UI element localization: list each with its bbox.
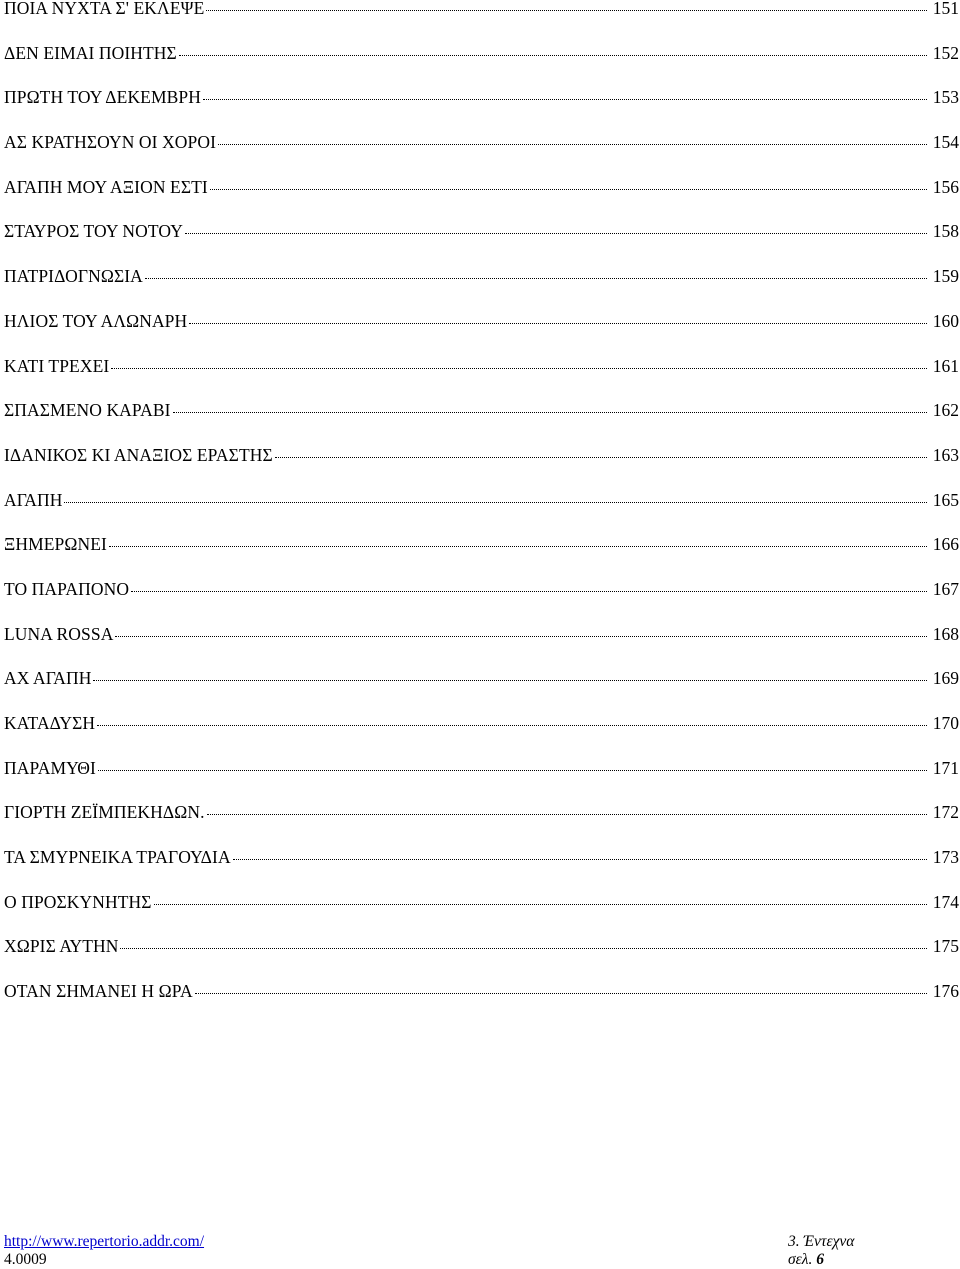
toc-entry-page: 170 (932, 713, 959, 733)
toc-entry-page: 152 (932, 42, 959, 63)
toc-entry-title: ΑΧ ΑΓΑΠΗ (4, 668, 92, 689)
toc-entry-title: ΣΠΑΣΜΕΝΟ ΚΑΡΑΒΙ (4, 400, 171, 421)
table-of-contents (4, 0, 959, 1028)
dot-leader (131, 591, 927, 592)
toc-entry-page: 166 (932, 534, 959, 555)
toc-entry[interactable] (4, 891, 959, 939)
toc-entry[interactable] (4, 402, 959, 447)
toc-entry-page: 162 (932, 400, 959, 421)
toc-entry-title: ΚΑΤΙ ΤΡΕΧΕΙ (4, 355, 110, 376)
toc-entry[interactable] (4, 89, 959, 134)
toc-entry[interactable] (4, 536, 959, 581)
dot-leader (109, 546, 927, 547)
footer-left (4, 1233, 204, 1269)
toc-entry[interactable] (4, 176, 959, 224)
dot-leader (206, 10, 927, 11)
toc-entry-title: LUNA ROSSA (4, 623, 114, 644)
dot-leader (195, 993, 927, 994)
page-indicator (788, 1251, 864, 1269)
toc-entry[interactable] (4, 983, 959, 1028)
dot-leader (64, 502, 927, 503)
toc-entry[interactable] (4, 849, 959, 894)
toc-entry-title: ΟΤΑΝ ΣΗΜΑΝΕΙ Η ΩΡΑ (4, 981, 193, 1002)
toc-entry[interactable] (4, 444, 959, 492)
footer-right (788, 1233, 864, 1269)
toc-entry-page: 173 (932, 847, 959, 868)
toc-entry-title: ΔΕΝ ΕΙΜΑΙ ΠΟΙΗΤΗΣ (4, 42, 177, 63)
toc-entry-page: 172 (932, 802, 959, 823)
toc-entry-page: 175 (932, 936, 959, 957)
toc-entry-page: 168 (932, 623, 959, 644)
toc-entry[interactable] (4, 804, 959, 849)
dot-leader (98, 770, 927, 771)
toc-entry-page: 158 (932, 221, 959, 242)
dot-leader (179, 55, 927, 56)
toc-entry[interactable] (4, 134, 959, 179)
toc-entry-page: 153 (932, 87, 959, 108)
dot-leader (185, 233, 927, 234)
toc-entry-title: ΠΑΤΡΙΔΟΓΝΩΣΙΑ (4, 266, 143, 287)
dot-leader (111, 368, 927, 369)
toc-entry-page: 163 (932, 444, 959, 465)
toc-entry[interactable] (4, 310, 959, 358)
toc-entry-page: 176 (932, 981, 959, 1002)
toc-entry-title: ΤΟ ΠΑΡΑΠΟΝΟ (4, 578, 130, 599)
toc-entry[interactable] (4, 715, 959, 760)
toc-entry-title: ΠΑΡΑΜΥΘΙ (4, 757, 96, 778)
page-number: 6 (816, 1250, 824, 1268)
dot-leader (154, 904, 927, 905)
toc-entry-title: ΓΙΟΡΤΗ ΖΕΪΜΠΕΚΗΔΩΝ. (4, 802, 205, 823)
dot-leader (97, 725, 927, 726)
toc-entry[interactable] (4, 578, 959, 626)
toc-entry[interactable] (4, 757, 959, 805)
toc-entry-title: ΑΓΑΠΗ ΜΟΥ ΑΞΙΟΝ ΕΣΤΙ (4, 176, 208, 197)
toc-entry-title: ΙΔΑΝΙΚΟΣ ΚΙ ΑΝΑΞΙΟΣ ΕΡΑΣΤΗΣ (4, 444, 273, 465)
toc-entry-title: Ο ΠΡΟΣΚΥΝΗΤΗΣ (4, 891, 152, 912)
dot-leader (115, 636, 927, 637)
toc-entry[interactable] (4, 623, 959, 671)
version-number: 4.0009 (4, 1250, 47, 1268)
toc-entry-title: ΤΑ ΣΜΥΡΝΕΙΚΑ ΤΡΑΓΟΥΔΙΑ (4, 847, 231, 868)
section-label: 3. Έντεχνα (788, 1233, 855, 1250)
toc-entry-title: ΣΤΑΥΡΟΣ ΤΟΥ ΝΟΤΟΥ (4, 221, 183, 242)
toc-entry-title: ΑΓΑΠΗ (4, 489, 63, 510)
toc-entry-title: ΗΛΙΟΣ ΤΟΥ ΑΛΩΝΑΡΗ (4, 310, 188, 331)
page-prefix: σελ. (788, 1250, 813, 1268)
site-link[interactable]: http://www.repertorio.addr.com/ (4, 1233, 205, 1250)
toc-entry-title: ΠΡΩΤΗ ΤΟΥ ΔΕΚΕΜΒΡΗ (4, 87, 201, 108)
toc-entry-page: 167 (932, 578, 959, 599)
toc-entry-page: 169 (932, 668, 959, 689)
toc-entry-page: 160 (932, 310, 959, 331)
toc-entry[interactable] (4, 0, 959, 45)
toc-entry-title: ΚΑΤΑΔΥΣΗ (4, 713, 96, 733)
toc-entry-page: 161 (932, 355, 959, 376)
toc-entry-title: ΑΣ ΚΡΑΤΗΣΟΥΝ ΟΙ ΧΟΡΟΙ (4, 132, 217, 153)
dot-leader (210, 189, 927, 190)
dot-leader (275, 457, 927, 458)
toc-entry-title: ΠΟΙΑ ΝΥΧΤΑ Σ' ΕΚΛΕΨΕ (4, 0, 205, 18)
dot-leader (145, 278, 927, 279)
toc-entry[interactable] (4, 355, 959, 403)
toc-entry[interactable] (4, 42, 959, 90)
toc-entry[interactable] (4, 489, 959, 537)
dot-leader (203, 99, 927, 100)
dot-leader (120, 948, 927, 949)
dot-leader (173, 412, 927, 413)
toc-entry-title: ΧΩΡΙΣ ΑΥΤΗΝ (4, 936, 119, 957)
toc-entry[interactable] (4, 938, 959, 983)
dot-leader (233, 859, 927, 860)
toc-entry[interactable] (4, 670, 959, 715)
dot-leader (189, 323, 927, 324)
toc-entry-page: 165 (932, 489, 959, 510)
toc-entry-page: 154 (932, 132, 959, 153)
toc-entry-title: ΞΗΜΕΡΩΝΕΙ (4, 534, 107, 555)
dot-leader (93, 680, 927, 681)
toc-entry[interactable] (4, 268, 959, 313)
toc-entry-page: 171 (932, 757, 959, 778)
dot-leader (218, 144, 927, 145)
toc-entry-page: 151 (932, 0, 959, 18)
toc-entry-page: 159 (932, 266, 959, 287)
toc-entry-page: 156 (932, 176, 959, 197)
dot-leader (207, 814, 927, 815)
toc-entry[interactable] (4, 223, 959, 268)
toc-entry-page: 174 (932, 891, 959, 912)
